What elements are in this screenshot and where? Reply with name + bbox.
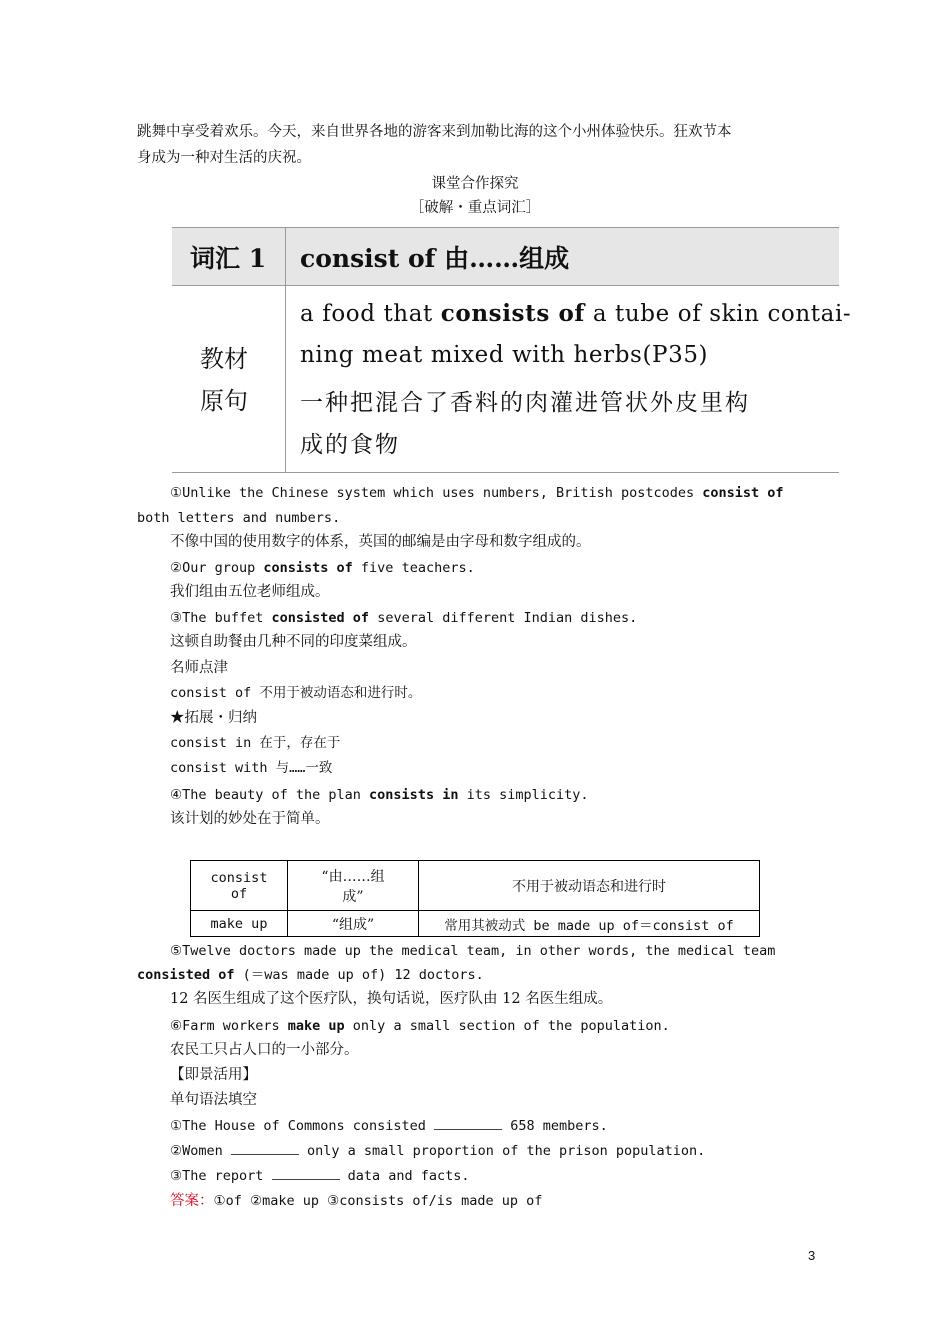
extension-item-1: consist in 在于，存在于 — [170, 735, 341, 751]
example-5-line-2: consisted of (＝was made up of) 12 doctors. — [137, 967, 484, 983]
vocab-top-rule — [172, 227, 839, 228]
table-cell: 不用于被动语态和进行时 — [419, 861, 760, 911]
example-4: ④The beauty of the plan consists in its simplicity. — [170, 787, 589, 803]
practice-title: 【即景活用】 — [170, 1067, 257, 1083]
vocab-en-line-1: a food that consists of a tube of skin contai- — [300, 300, 852, 327]
table-cell: consist of — [191, 861, 288, 911]
example-1-translation: 不像中国的使用数字的体系，英国的邮编是由字母和数字组成的。 — [170, 534, 591, 550]
intro-line-2: 身成为一种对生活的庆祝。 — [137, 150, 311, 166]
example-5-line-1: ⑤Twelve doctors made up the medical team, in other words, the medical team — [170, 943, 776, 959]
example-3: ③The buffet consisted of several different Indian dishes. — [170, 610, 638, 626]
extension-item-2: consist with 与……一致 — [170, 760, 333, 776]
vocab-en-line-2: ning meat mixed with herbs(P35) — [300, 342, 709, 368]
answer-blank[interactable] — [272, 1166, 340, 1180]
example-6-translation: 农民工只占人口的一小部分。 — [170, 1042, 359, 1058]
intro-line-1: 跳舞中享受着欢乐。今天，来自世界各地的游客来到加勒比海的这个小州体验快乐。狂欢节本 — [137, 124, 732, 140]
tip-title: 名师点津 — [170, 660, 228, 676]
table-row — [191, 861, 760, 911]
answer-label: 答案： — [170, 1193, 214, 1209]
table-cell: “由……组 成” — [288, 861, 419, 911]
table-cell: 常用其被动式 be made up of＝consist of — [419, 911, 760, 937]
answer-blank[interactable] — [434, 1116, 502, 1130]
table-cell: make up — [191, 911, 288, 937]
vocab-label: 词汇 1 — [190, 244, 267, 273]
vocab-box — [172, 227, 852, 473]
table-row — [191, 911, 760, 937]
example-2: ②Our group consists of five teachers. — [170, 560, 475, 576]
tip-text: consist of 不用于被动语态和进行时。 — [170, 685, 422, 701]
vocab-title: consist of 由……组成 — [300, 244, 570, 273]
page-number: 3 — [808, 1248, 816, 1263]
example-2-translation: 我们组由五位老师组成。 — [170, 584, 330, 600]
example-6: ⑥Farm workers make up only a small section of the population. — [170, 1018, 670, 1034]
comparison-table — [190, 860, 760, 937]
vocab-mid-rule — [172, 285, 839, 286]
extension-title: ★拓展・归纳 — [170, 710, 257, 726]
example-5-translation: 12 名医生组成了这个医疗队，换句话说，医疗队由 12 名医生组成。 — [170, 991, 613, 1007]
practice-question-2: ②Women only a small proportion of the prison population. — [170, 1143, 706, 1159]
practice-question-3: ③The report data and facts. — [170, 1168, 470, 1184]
example-1-line-2: both letters and numbers. — [137, 510, 341, 526]
vocab-column-divider — [285, 227, 286, 473]
vocab-bottom-rule — [172, 472, 839, 473]
vocab-cn-line-1: 一种把混合了香料的肉灌进管状外皮里构 — [300, 390, 750, 416]
answer-text: ①of ②make up ③consists of/is made up of — [213, 1193, 543, 1209]
practice-question-1: ①The House of Commons consisted 658 members. — [170, 1118, 608, 1134]
section-title: 课堂合作探究 — [431, 176, 519, 192]
answer-line — [170, 1189, 542, 1214]
vocab-cn-line-2: 成的食物 — [300, 432, 400, 458]
example-1-line-1: ①Unlike the Chinese system which uses numbers, British postcodes consist of — [170, 485, 784, 501]
example-4-translation: 该计划的妙处在于简单。 — [170, 811, 330, 827]
vocab-left-label-1: 教材 — [200, 345, 248, 373]
section-subtitle: ［破解・重点词汇］ — [409, 200, 541, 216]
answer-blank[interactable] — [231, 1141, 299, 1155]
vocab-left-label-2: 原句 — [200, 387, 248, 415]
practice-subtitle: 单句语法填空 — [170, 1092, 257, 1108]
example-3-translation: 这顿自助餐由几种不同的印度菜组成。 — [170, 634, 417, 650]
table-cell: “组成” — [288, 911, 419, 937]
